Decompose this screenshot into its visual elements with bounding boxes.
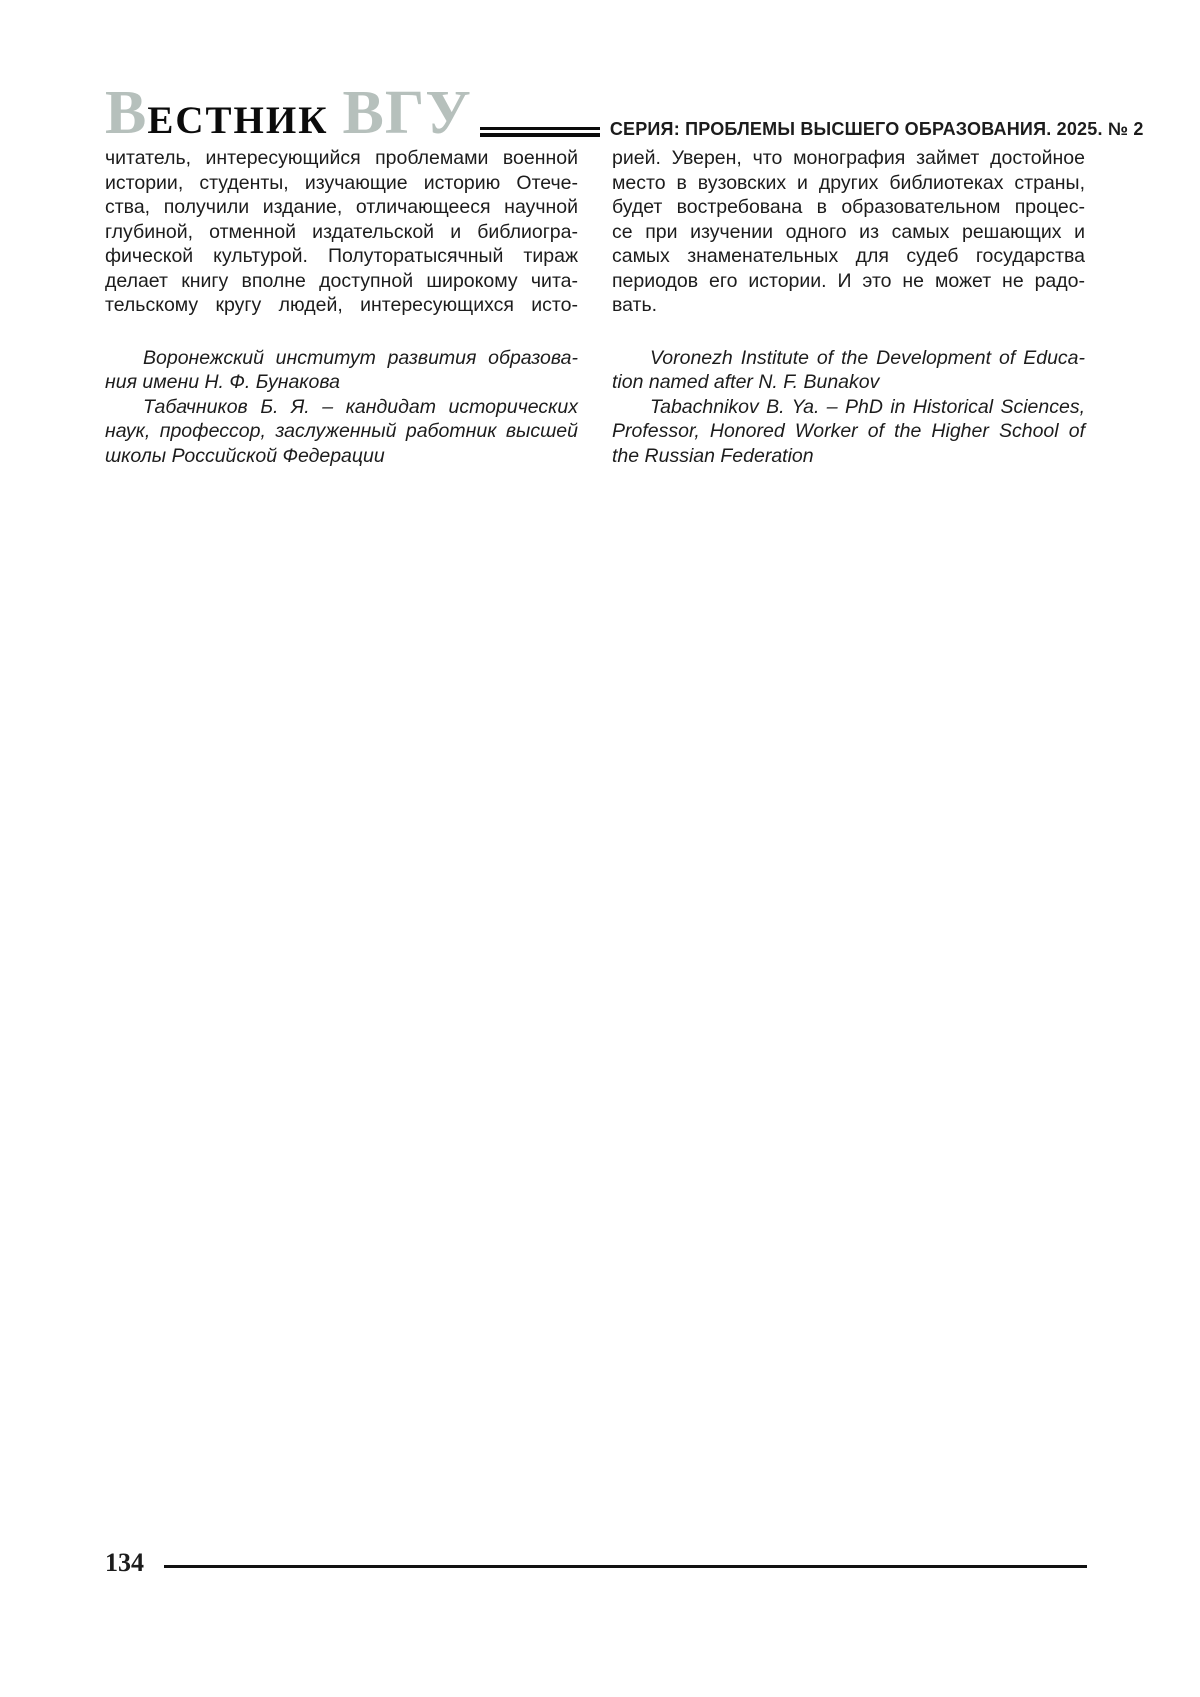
text-line: the Russian Federation	[612, 444, 814, 467]
page-number: 134	[105, 1548, 144, 1577]
text-line: вать.	[612, 294, 658, 316]
body-paragraph-right	[612, 146, 1085, 318]
header-divider	[480, 127, 600, 137]
text-line: истории, студенты, изучающие историю Отече-	[105, 171, 578, 194]
logo-suffix: ВГУ	[342, 79, 472, 147]
left-column	[105, 146, 578, 468]
page-footer	[105, 1548, 1087, 1578]
affiliation-block-russian	[105, 346, 578, 469]
text-line: Табачников Б. Я. – кандидат исторических	[143, 395, 578, 418]
journal-logo	[105, 79, 472, 147]
page-header	[105, 79, 1144, 147]
text-line: тельскому кругу людей, интересующихся исто-	[105, 294, 578, 316]
text-line: место в вузовских и других библиотеках страны,	[612, 171, 1085, 194]
footer-rule	[164, 1565, 1087, 1568]
text-line: читатель, интересующийся проблемами военной	[105, 147, 578, 169]
logo-initial: В	[105, 79, 148, 147]
affiliation-block-english	[612, 346, 1085, 469]
text-line: ства, получили издание, отличающееся научной	[105, 196, 578, 218]
text-line: глубиной, отменной издательской и библиогра-	[105, 220, 578, 243]
text-line: рией. Уверен, что монография займет достойное	[612, 147, 1085, 169]
text-line: самых знаменательных для судеб государства	[612, 245, 1085, 267]
text-line: Воронежский институт развития образова-	[143, 346, 578, 369]
text-line: tion named after N. F. Bunakov	[612, 371, 880, 393]
text-line: будет востребована в образовательном процес-	[612, 196, 1085, 218]
body-paragraph-left	[105, 146, 578, 318]
text-line: периодов его истории. И это не может не радо-	[612, 269, 1085, 292]
text-line: Professor, Honored Worker of the Higher School of	[612, 420, 1085, 442]
text-line: ния имени Н. Ф. Бунакова	[105, 371, 340, 393]
text-line: се при изучении одного из самых решающих и	[612, 220, 1085, 243]
series-title: СЕРИЯ: ПРОБЛЕМЫ ВЫСШЕГО ОБРАЗОВАНИЯ. 2025. № 2	[609, 119, 1144, 139]
text-line: Tabachnikov B. Ya. – PhD in Historical Sciences,	[650, 395, 1085, 418]
two-column-text	[105, 146, 1085, 468]
logo-rest: ЕСТНИК	[147, 99, 329, 142]
text-line: фической культурой. Полуторатысячный тираж	[105, 245, 578, 267]
text-line: наук, профессор, заслуженный работник высшей	[105, 420, 578, 442]
text-line: делает книгу вполне доступной широкому чита-	[105, 269, 578, 292]
text-line: Voronezh Institute of the Development of Educa-	[650, 346, 1085, 369]
text-line: школы Российской Федерации	[105, 444, 385, 467]
right-column	[612, 146, 1085, 468]
